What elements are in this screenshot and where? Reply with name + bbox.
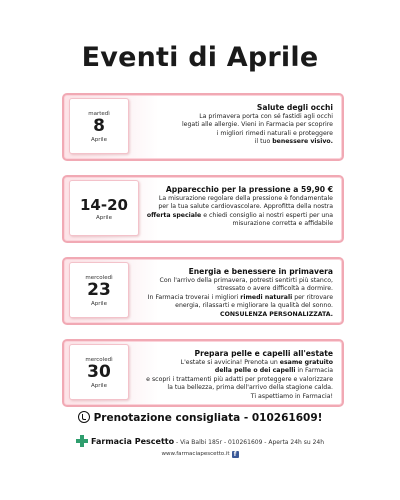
event-text-line: La misurazione regolare della pressione è fondamentale — [158, 195, 333, 202]
event-text-line: energia, rilassarti e migliorare la qualità del sonno. — [175, 302, 333, 310]
event-day: 8 — [93, 116, 105, 136]
event-text-line: stressato o avere difficoltà a dormire. — [216, 285, 333, 293]
event-highlight: offerta speciale — [146, 211, 202, 219]
pharmacy-brand: Farmacia Pescetto — [90, 437, 175, 446]
event-text: e chiedi consiglio ai nostri esperti per una — [201, 211, 333, 219]
booking-text: Prenotazione consigliata - 010261609! — [93, 412, 323, 424]
event-highlight: CONSULENZA PERSONALIZZATA. — [220, 310, 333, 318]
event-text: In Farmacia troverai i migliori — [147, 293, 241, 301]
event-heading: Energia e benessere in primavera — [188, 267, 333, 276]
event-heading: Prepara pelle e capelli all'estate — [194, 349, 333, 358]
footer-address — [0, 435, 400, 447]
event-card-3 — [62, 257, 344, 325]
phone-icon — [78, 411, 90, 423]
event-date-4 — [69, 344, 129, 400]
event-text-line: per la tua salute cardiovascolare. Approfitta della nostra — [158, 203, 333, 211]
event-weekday: mercoledì — [85, 357, 113, 363]
event-text-line: la tua bellezza, prima dell'arrivo della stagione calda. — [167, 384, 333, 392]
event-text-line: i migliori rimedi naturali e proteggere — [216, 129, 333, 137]
event-text-line: misurazione corretta e affidabile — [232, 220, 333, 228]
event-day: 30 — [87, 362, 111, 382]
event-description-4 — [133, 348, 333, 401]
event-month: Aprile — [91, 301, 107, 307]
event-month: Aprile — [91, 383, 107, 389]
event-heading: Salute degli occhi — [256, 103, 333, 112]
event-description-2 — [133, 184, 333, 229]
event-text-line: Ti aspettiamo in Farmacia! — [250, 392, 333, 400]
event-description-3 — [133, 266, 333, 319]
event-highlight: della pelle o dei capelli — [214, 367, 296, 375]
event-description-1 — [133, 102, 333, 147]
website-link[interactable]: www.farmaciapescetto.it — [161, 451, 230, 457]
event-highlight: benessere visivo. — [272, 138, 333, 146]
event-month: Aprile — [96, 215, 112, 221]
pharmacy-cross-icon — [76, 435, 88, 447]
event-text-line — [133, 294, 333, 302]
event-date-1 — [69, 98, 129, 154]
event-text: il tuo — [254, 138, 273, 146]
pharmacy-address: - Via Balbi 185r - 010261609 - Aperta 24h su 24h — [174, 439, 324, 446]
event-heading: Apparecchio per la pressione a 59,90 € — [165, 185, 333, 194]
event-weekday: martedì — [88, 111, 110, 117]
event-card-4 — [62, 339, 344, 407]
event-text-line — [133, 212, 333, 220]
facebook-icon[interactable]: f — [232, 451, 239, 458]
event-highlight: rimedi naturali — [240, 293, 293, 301]
event-day: 23 — [87, 280, 111, 300]
event-weekday: mercoledì — [85, 275, 113, 281]
event-text: L'estate si avvicina! Prenota un — [180, 359, 280, 366]
event-text: per ritrovare — [292, 293, 333, 301]
event-text-line: Con l'arrivo della primavera, potresti sentirti più stanco, — [159, 277, 333, 284]
event-card-1 — [62, 93, 344, 161]
footer-website — [0, 451, 400, 458]
event-date-3 — [69, 262, 129, 318]
event-text-line — [133, 138, 333, 146]
event-text-line: legati alle allergie. Vieni in Farmacia per scoprire — [181, 121, 333, 129]
event-text-line — [133, 367, 333, 375]
page-title: Eventi di Aprile — [81, 42, 319, 73]
event-date-2 — [69, 180, 139, 236]
event-card-2 — [62, 175, 344, 243]
event-text: in Farmacia — [295, 367, 333, 375]
booking-line — [0, 411, 400, 424]
event-text-line — [133, 359, 333, 367]
event-text-line: La primavera porta con sé fastidi agli occhi — [199, 113, 333, 120]
event-day: 14-20 — [80, 196, 128, 214]
event-text-line — [133, 311, 333, 319]
event-highlight: esame gratuito — [279, 359, 333, 366]
event-month: Aprile — [91, 137, 107, 143]
event-text-line: e scopri i trattamenti più adatti per proteggere e valorizzare — [146, 375, 333, 383]
